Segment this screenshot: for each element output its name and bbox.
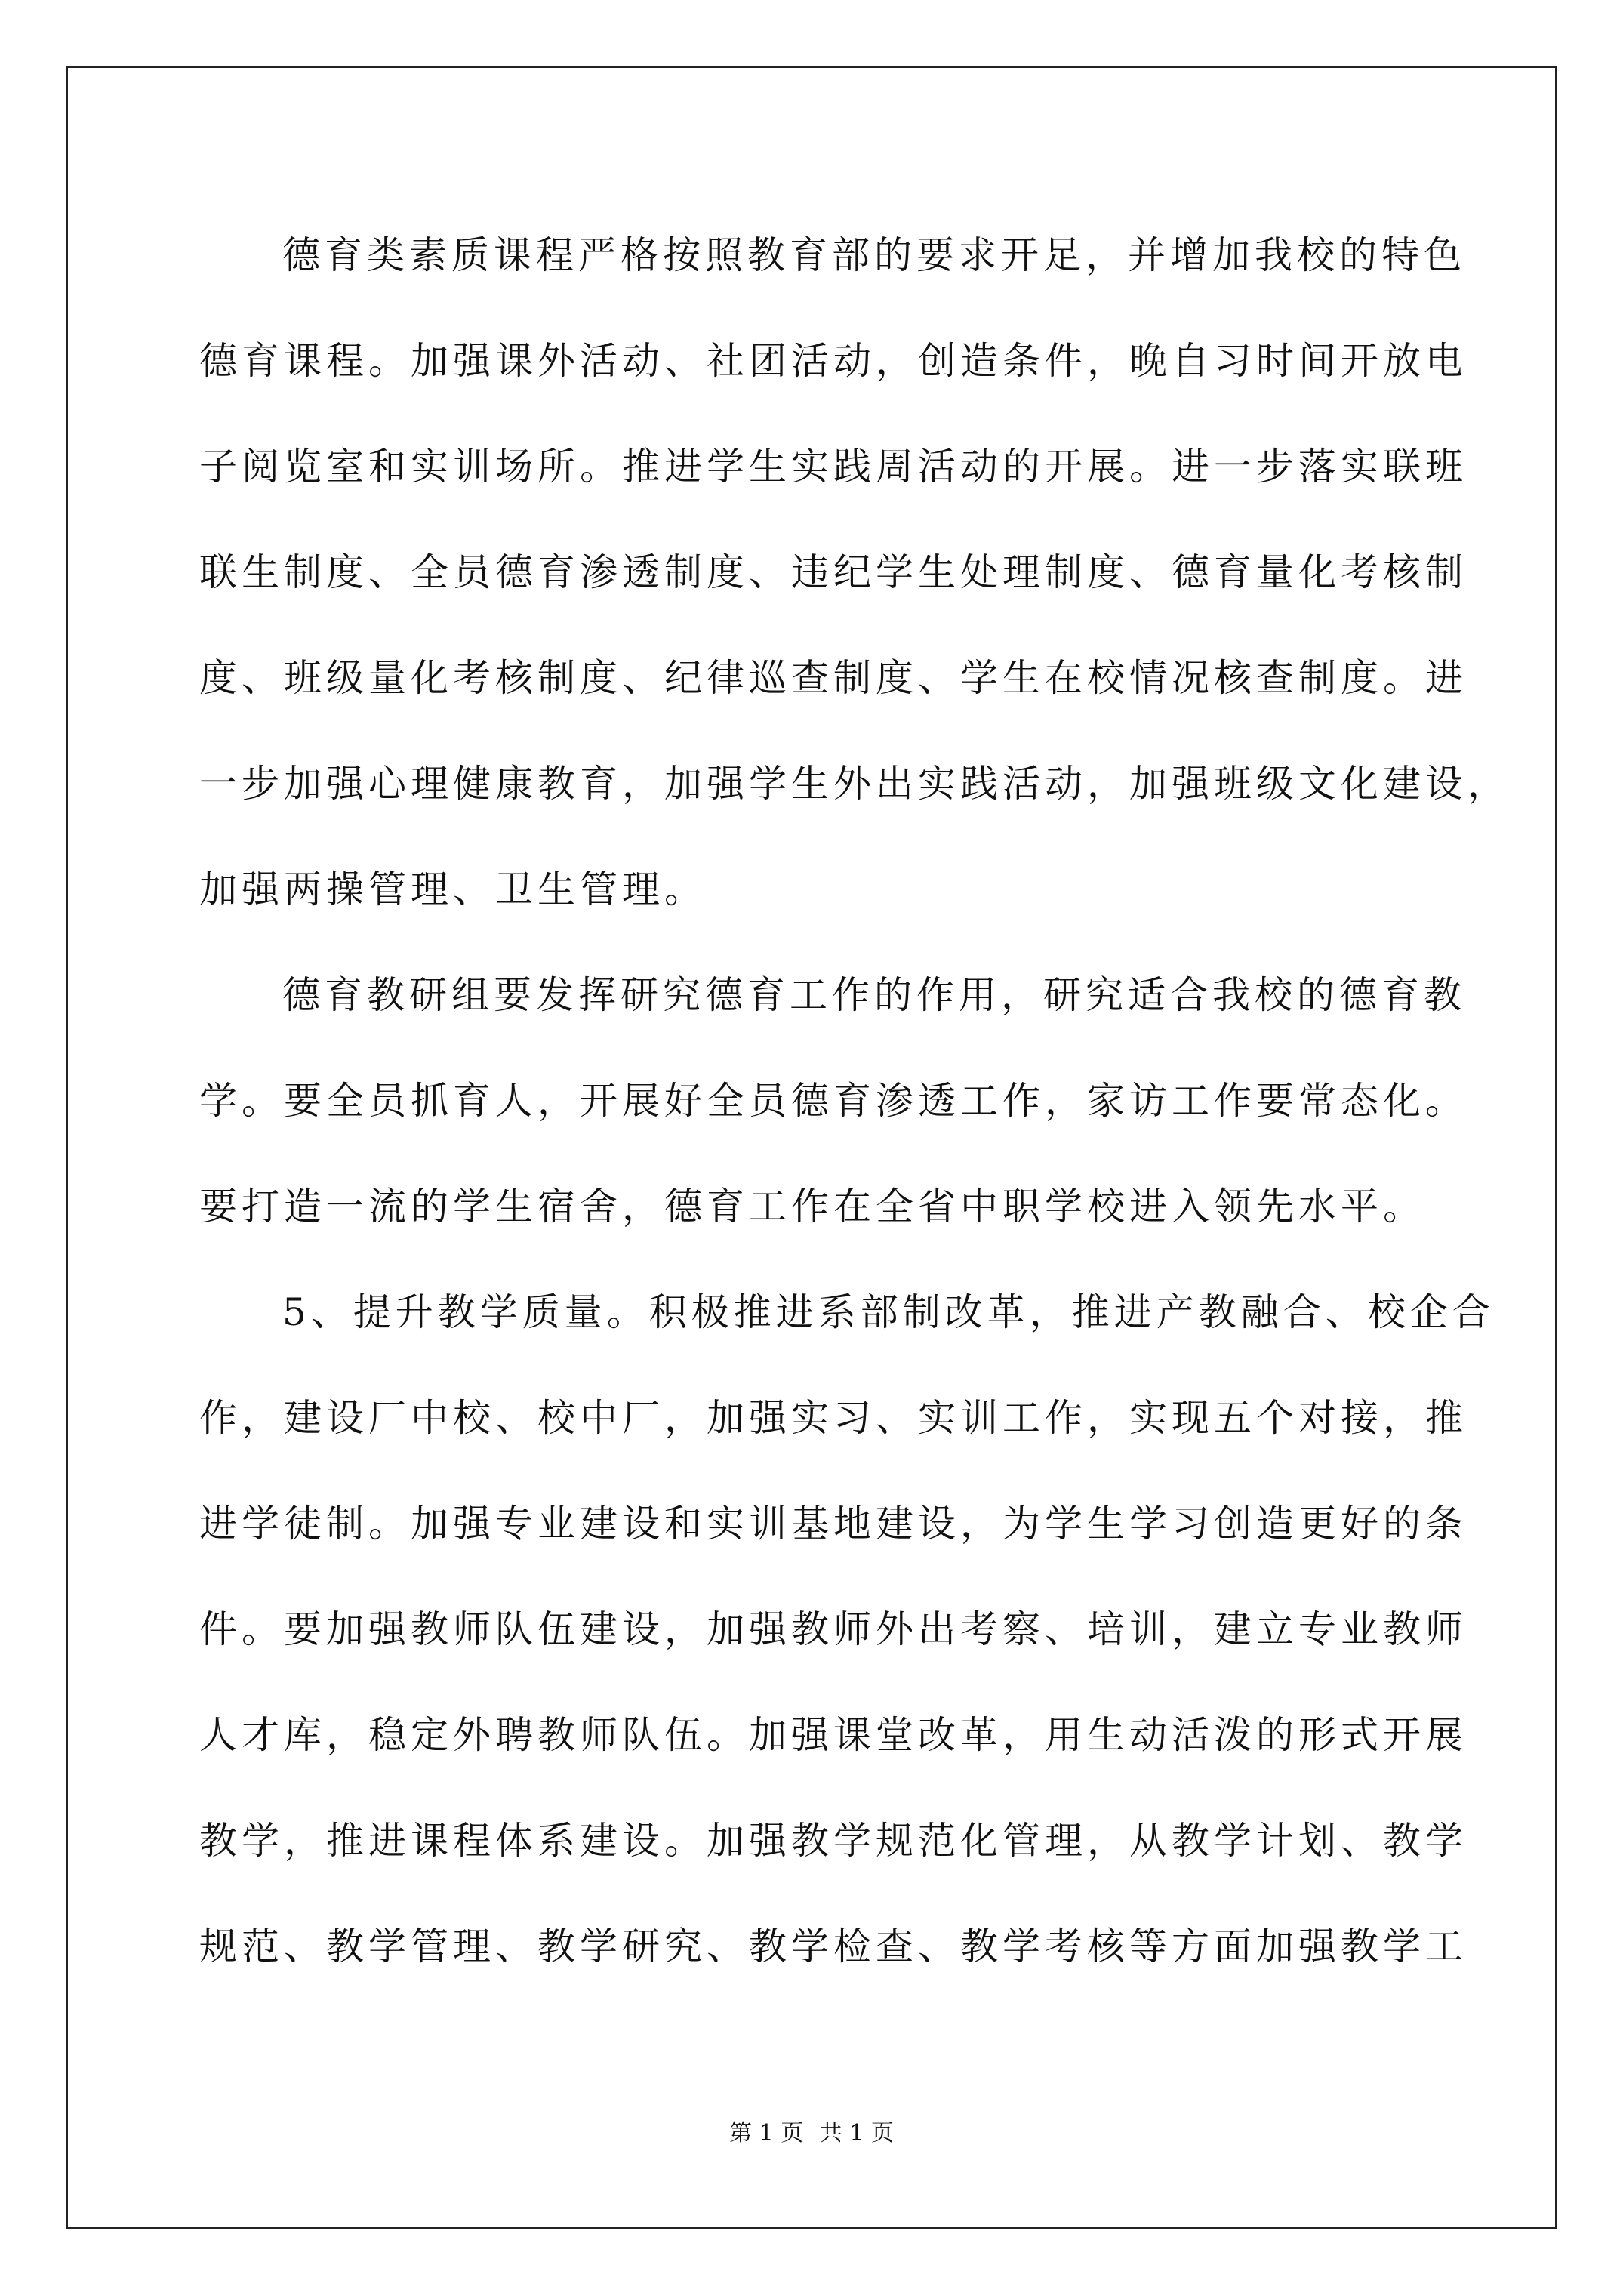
text-line: 子阅览室和实训场所。推进学生实践周活动的开展。进一步落实联班 <box>199 445 1467 488</box>
text-line: 规范、教学管理、教学研究、教学检查、教学考核等方面加强教学工 <box>199 1925 1467 1968</box>
text-line: 5、提升教学质量。积极推进系部制改革，推进产教融合、校企合 <box>282 1290 1495 1334</box>
document-body <box>199 202 1510 1999</box>
text-line: 联生制度、全员德育渗透制度、违纪学生处理制度、德育量化考核制 <box>199 550 1467 594</box>
text-line: 加强两操管理、卫生管理。 <box>199 868 707 911</box>
text-line: 德育类素质课程严格按照教育部的要求开足，并增加我校的特色 <box>282 233 1466 277</box>
text-line: 进学徒制。加强专业建设和实训基地建设，为学生学习创造更好的条 <box>199 1502 1467 1546</box>
text-line: 作，建设厂中校、校中厂，加强实习、实训工作，实现五个对接，推 <box>199 1396 1467 1440</box>
text-line: 一步加强心理健康教育，加强学生外出实践活动，加强班级文化建设， <box>199 762 1510 806</box>
text-line: 德育课程。加强课外活动、社团活动，创造条件，晚自习时间开放电 <box>199 339 1467 383</box>
text-line: 人才库，稳定外聘教师队伍。加强课堂改革，用生动活泼的形式开展 <box>199 1713 1467 1757</box>
text-line: 件。要加强教师队伍建设，加强教师外出考察、培训，建立专业教师 <box>199 1607 1467 1651</box>
page-total: 共 1 页 <box>819 2120 894 2147</box>
text-line: 教学，推进课程体系建设。加强教学规范化管理，从教学计划、教学 <box>199 1819 1467 1863</box>
text-line: 德育教研组要发挥研究德育工作的作用，研究适合我校的德育教 <box>282 973 1466 1017</box>
page-number: 第 1 页 <box>729 2120 804 2147</box>
page-footer <box>0 2119 1623 2149</box>
text-line: 要打造一流的学生宿舍，德育工作在全省中职学校进入领先水平。 <box>199 1185 1425 1228</box>
text-line: 度、班级量化考核制度、纪律巡查制度、学生在校情况核查制度。进 <box>199 656 1467 700</box>
text-line: 学。要全员抓育人，开展好全员德育渗透工作，家访工作要常态化。 <box>199 1079 1467 1123</box>
